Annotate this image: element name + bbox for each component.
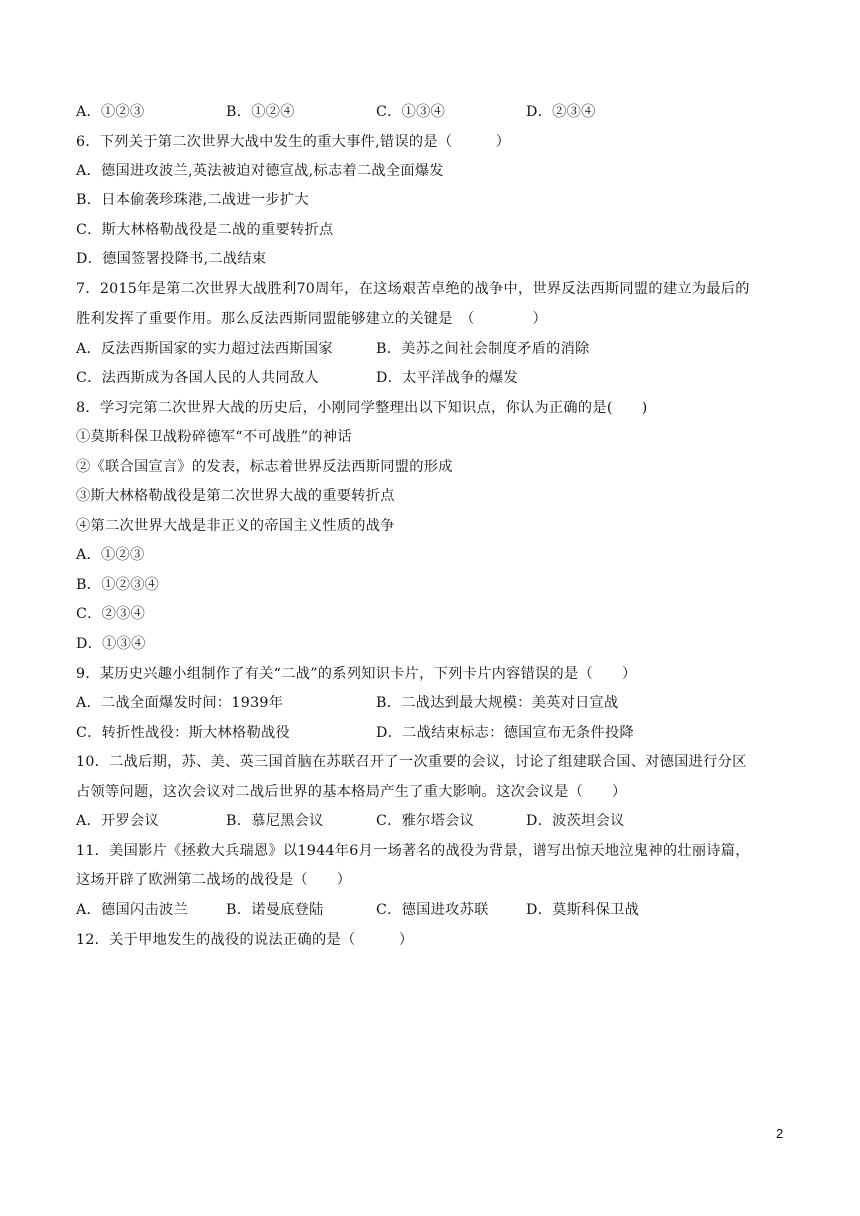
q9-option-d: D．二战结束标志：德国宣布无条件投降 (376, 725, 634, 741)
q5-option-a: A．①②③ (76, 104, 145, 120)
q5-option-b: B．①②④ (226, 104, 295, 120)
q6-option-d: D．德国签署投降书,二战结束 (76, 251, 267, 267)
q7-stem-line2: 胜利发挥了重要作用。那么反法西斯同盟能够建立的关键是 （ ） (76, 311, 547, 327)
q11-option-c: C．德国进攻苏联 (376, 902, 489, 918)
q11-option-b: B．诺曼底登陆 (226, 902, 324, 918)
q5-option-c: C．①③④ (376, 104, 446, 120)
q11-option-a: A．德国闪击波兰 (76, 902, 188, 918)
q6-option-c: C．斯大林格勒战役是二战的重要转折点 (76, 222, 334, 238)
q10-option-a: A．开罗会议 (76, 813, 159, 829)
q7-option-a: A．反法西斯国家的实力超过法西斯国家 (76, 341, 333, 357)
q6-option-b: B．日本偷袭珍珠港,二战进一步扩大 (76, 192, 309, 208)
q10-stem-line2: 占领等问题，这次会议对二战后世界的基本格局产生了重大影响。这次会议是（ ） (76, 784, 627, 800)
q7-option-d: D．太平洋战争的爆发 (376, 370, 519, 386)
q8-statement-1: ①莫斯科保卫战粉碎德军“不可战胜”的神话 (76, 429, 352, 445)
q11-stem-line1: 11．美国影片《拯救大兵瑞恩》以1944年6月一场著名的战役为背景，谱写出惊天地泣鬼神的壮丽诗篇， (76, 843, 750, 859)
q8-option-d: D．①③④ (76, 636, 146, 652)
q10-stem-line1: 10．二战后期，苏、美、英三国首脑在苏联召开了一次重要的会议，讨论了组建联合国、对德国进行分区 (76, 754, 747, 770)
q10-option-b: B．慕尼黑会议 (226, 813, 324, 829)
q7-option-c: C．法西斯成为各国人民的人共同敌人 (76, 370, 319, 386)
q10-option-c: C．雅尔塔会议 (376, 813, 475, 829)
q8-stem: 8．学习完第二次世界大战的历史后，小刚同学整理出以下知识点，你认为正确的是( ) (76, 400, 648, 416)
q10-option-d: D．波茨坦会议 (526, 813, 625, 829)
q7-option-b: B．美苏之间社会制度矛盾的消除 (376, 341, 590, 357)
q8-statement-3: ③斯大林格勒战役是第二次世界大战的重要转折点 (76, 488, 395, 504)
q11-stem-line2: 这场开辟了欧洲第二战场的战役是（ ） (76, 872, 352, 888)
q8-option-a: A．①②③ (76, 547, 145, 563)
q9-option-a: A．二战全面爆发时间：1939年 (76, 695, 284, 711)
q8-option-b: B．①②③④ (76, 577, 160, 593)
q5-option-d: D．②③④ (526, 104, 596, 120)
q11-option-d: D．莫斯科保卫战 (526, 902, 640, 918)
page-number: 2 (776, 1126, 784, 1141)
q8-statement-2: ②《联合国宣言》的发表，标志着世界反法西斯同盟的形成 (76, 459, 453, 475)
q9-option-c: C．转折性战役：斯大林格勒战役 (76, 725, 290, 741)
q8-statement-4: ④第二次世界大战是非正义的帝国主义性质的战争 (76, 518, 395, 534)
q12-stem: 12．关于甲地发生的战役的说法正确的是（ ） (76, 932, 414, 948)
q7-stem-line1: 7．2015年是第二次世界大战胜利70周年，在这场艰苦卓绝的战争中，世界反法西斯同盟的建立为最后的 (76, 281, 750, 297)
q8-option-c: C．②③④ (76, 606, 146, 622)
q9-stem: 9．某历史兴趣小组制作了有关“二战”的系列知识卡片，下列卡片内容错误的是（ ） (76, 666, 637, 682)
q6-stem: 6．下列关于第二次世界大战中发生的重大事件,错误的是（ ） (76, 134, 511, 150)
q9-option-b: B．二战达到最大规模：美英对日宣战 (376, 695, 619, 711)
q6-option-a: A．德国进攻波兰,英法被迫对德宣战,标志着二战全面爆发 (76, 163, 444, 179)
